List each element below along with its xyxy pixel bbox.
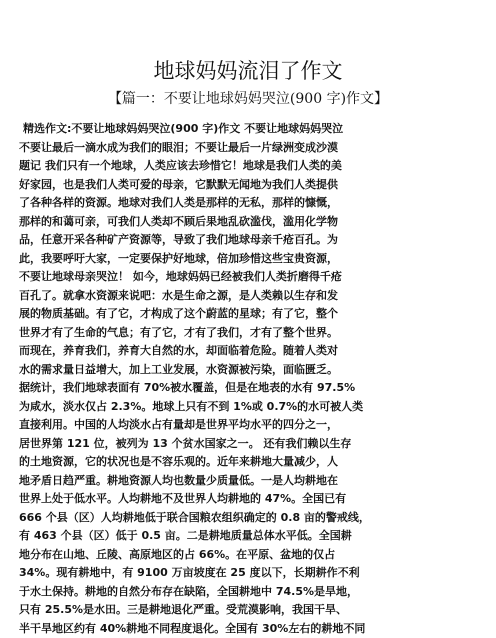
body-line: 地分布在山地、丘陵、高原地区的占 66%。在平原、盆地的仅占: [19, 546, 489, 565]
body-line: 精选作文:不要让地球妈妈哭泣(900 字)作文 不要让地球妈妈哭泣: [19, 120, 489, 139]
section-heading: 【篇一：不要让地球妈妈哭泣(900 字)作文】: [0, 89, 496, 109]
body-line: 为咸水，淡水仅占 2.3%。地球上只有不到 1%或 0.7%的水可被人类: [19, 398, 489, 417]
body-line: 世界上处于低水平。人均耕地不及世界人均耕地的 47%。全国已有: [19, 490, 489, 509]
body-line: 好家园，也是我们人类可爱的母亲，它默默无闻地为我们人类提供: [19, 176, 489, 195]
article-body: [19, 120, 489, 638]
body-line: 那样的和蔼可亲，可我们人类却不顾后果地乱砍滥伐，滥用化学物: [19, 213, 489, 232]
body-line: 世界才有了生命的气息；有了它，才有了我们，才有了整个世界。: [19, 324, 489, 343]
body-line: 展的物质基础。有了它，才构成了这个蔚蓝的星球；有了它，整个: [19, 305, 489, 324]
body-line: 地矛盾日趋严重。耕地资源人均也数量少质量低。一是人均耕地在: [19, 472, 489, 491]
body-line: 不要让最后一滴水成为我们的眼泪；不要让最后一片绿洲变成沙漠: [19, 139, 489, 158]
body-line: 直接利用。中国的人均淡水占有量却是世界平均水平的四分之一，: [19, 416, 489, 435]
body-line: 据统计，我们地球表面有 70%被水覆盖，但是在地表的水有 97.5%: [19, 379, 489, 398]
body-line: 题记 我们只有一个地球，人类应该去珍惜它！地球是我们人类的美: [19, 157, 489, 176]
body-line: 只有 25.5%是水田。三是耕地退化严重。受荒漠影响，我国干旱、: [19, 601, 489, 620]
body-line: 水的需求量日益增大，加上工业发展，水资源被污染，面临匮乏。: [19, 361, 489, 380]
body-line: 半干旱地区约有 40%耕地不同程度退化。全国有 30%左右的耕地不同: [19, 620, 489, 638]
body-line: 而现在，养育我们，养育大自然的水，却面临着危险。随着人类对: [19, 342, 489, 361]
page-title: 地球妈妈流泪了作文: [0, 58, 496, 84]
body-line: 于水土保持。耕地的自然分布存在缺陷，全国耕地中 74.5%是旱地，: [19, 583, 489, 602]
body-line: 此，我要呼吁大家，一定要保护好地球，倍加珍惜这些宝贵资源，: [19, 250, 489, 269]
body-line: 百孔了。就拿水资源来说吧：水是生命之源，是人类赖以生存和发: [19, 287, 489, 306]
body-line: 的土地资源，它的状况也是不容乐观的。近年来耕地大量减少，人: [19, 453, 489, 472]
body-line: 了各种各样的资源。地球对我们人类是那样的无私，那样的慷慨，: [19, 194, 489, 213]
body-line: 品，任意开采各种矿产资源等，导致了我们地球母亲千疮百孔。为: [19, 231, 489, 250]
body-line: 不要让地球母亲哭泣！ 如今，地球妈妈已经被我们人类折磨得千疮: [19, 268, 489, 287]
body-line: 有 463 个县（区）低于 0.5 亩。二是耕地质量总体水平低。全国耕: [19, 527, 489, 546]
body-line: 34%。现有耕地中，有 9100 万亩坡度在 25 度以下，长期耕作不利: [19, 564, 489, 583]
body-line: 666 个县（区）人均耕地低于联合国粮农组织确定的 0.8 亩的警戒线，: [19, 509, 489, 528]
body-line: 居世界第 121 位，被列为 13 个贫水国家之一。 还有我们赖以生存: [19, 435, 489, 454]
